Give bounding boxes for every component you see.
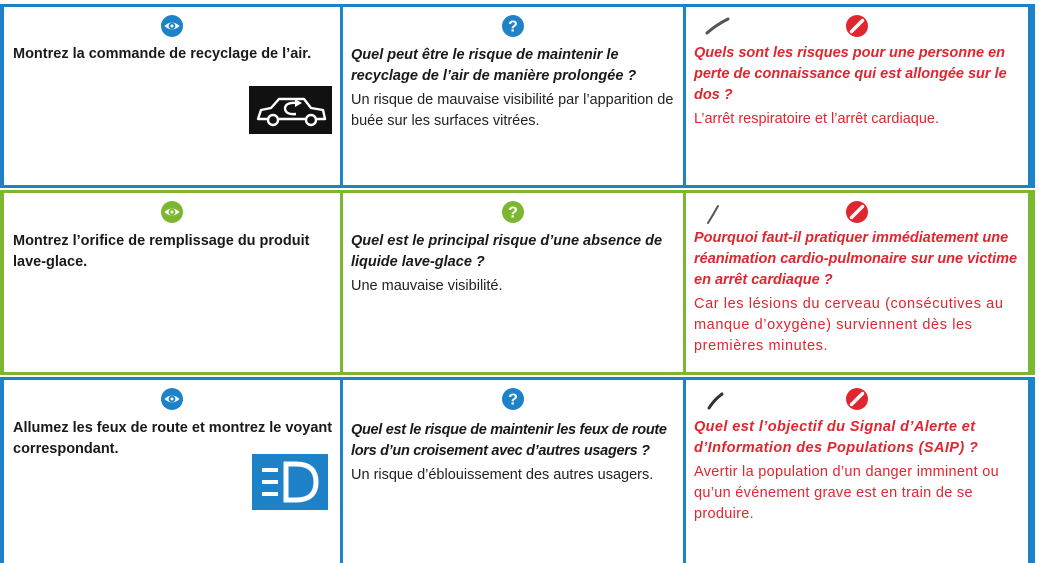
- question-text: Quel est le risque de maintenir les feux de route lors d’un croisement avec d’autres usagers ?: [351, 422, 667, 459]
- eye-icon: [161, 388, 183, 410]
- pen-mark-icon: [704, 15, 730, 41]
- no-entry-icon: [846, 201, 868, 223]
- first-aid-cell: [686, 380, 1028, 563]
- question-text: Quel est l’objectif du Signal d’Alerte et d’Information des Populations (SAIP) ?: [694, 419, 979, 456]
- answer-text: Une mauvaise visibilité.: [351, 278, 503, 294]
- answer-text: L’arrêt respiratoire et l’arrêt cardiaque.: [694, 111, 940, 127]
- task-cell: [4, 7, 340, 185]
- task-text: Allumez les feux de route et montrez le voyant correspondant.: [13, 420, 333, 457]
- svg-text:?: ?: [508, 204, 518, 222]
- question-icon: [502, 201, 524, 223]
- no-entry-icon: [846, 15, 868, 37]
- first-aid-cell: [686, 193, 1028, 372]
- eye-icon: [161, 201, 183, 223]
- question-icon: [502, 388, 524, 410]
- no-entry-icon: [846, 388, 868, 410]
- question-cell: [343, 193, 683, 372]
- question-text: Quel est le principal risque d’une absence de liquide lave-glace ?: [351, 233, 663, 270]
- answer-text: Avertir la population d’un danger imminent ou qu’un événement grave est en train de se produire.: [694, 464, 1000, 522]
- task-cell: [4, 193, 340, 372]
- card-row-3: [0, 377, 1035, 563]
- high-beam-icon: [252, 454, 328, 510]
- question-text: Quels sont les risques pour une personne en perte de connaissance qui est allongée sur le dos ?: [694, 45, 1007, 103]
- task-text: Montrez l’orifice de remplissage du produit lave-glace.: [13, 233, 310, 270]
- answer-text: Un risque d’éblouissement des autres usagers.: [351, 467, 654, 483]
- svg-text:?: ?: [508, 18, 518, 36]
- card-row-2: [0, 190, 1035, 375]
- task-cell: [4, 380, 340, 563]
- eye-icon: [161, 15, 183, 37]
- pen-mark-icon: [704, 201, 730, 227]
- answer-text: Un risque de mauvaise visibilité par l’apparition de buée sur les surfaces vitrées.: [351, 92, 674, 129]
- question-text: Pourquoi faut-il pratiquer immédiatement une réanimation cardio-pulmonaire sur une victime en arrêt cardiaque ?: [694, 230, 1018, 288]
- air-recirculation-icon: [249, 86, 332, 134]
- question-cell: [343, 380, 683, 563]
- task-text: Montrez la commande de recyclage de l’air.: [13, 46, 312, 62]
- svg-text:?: ?: [508, 391, 518, 409]
- question-icon: [502, 15, 524, 37]
- answer-text: Car les lésions du cerveau (consécutives au manque d’oxygène) surviennent dès les premières minutes.: [694, 296, 1004, 354]
- first-aid-cell: [686, 7, 1028, 185]
- question-cell: [343, 7, 683, 185]
- pen-mark-icon: [704, 388, 730, 414]
- question-text: Quel peut être le risque de maintenir le recyclage de l’air de manière prolongée ?: [351, 47, 637, 84]
- card-row-1: [0, 4, 1035, 188]
